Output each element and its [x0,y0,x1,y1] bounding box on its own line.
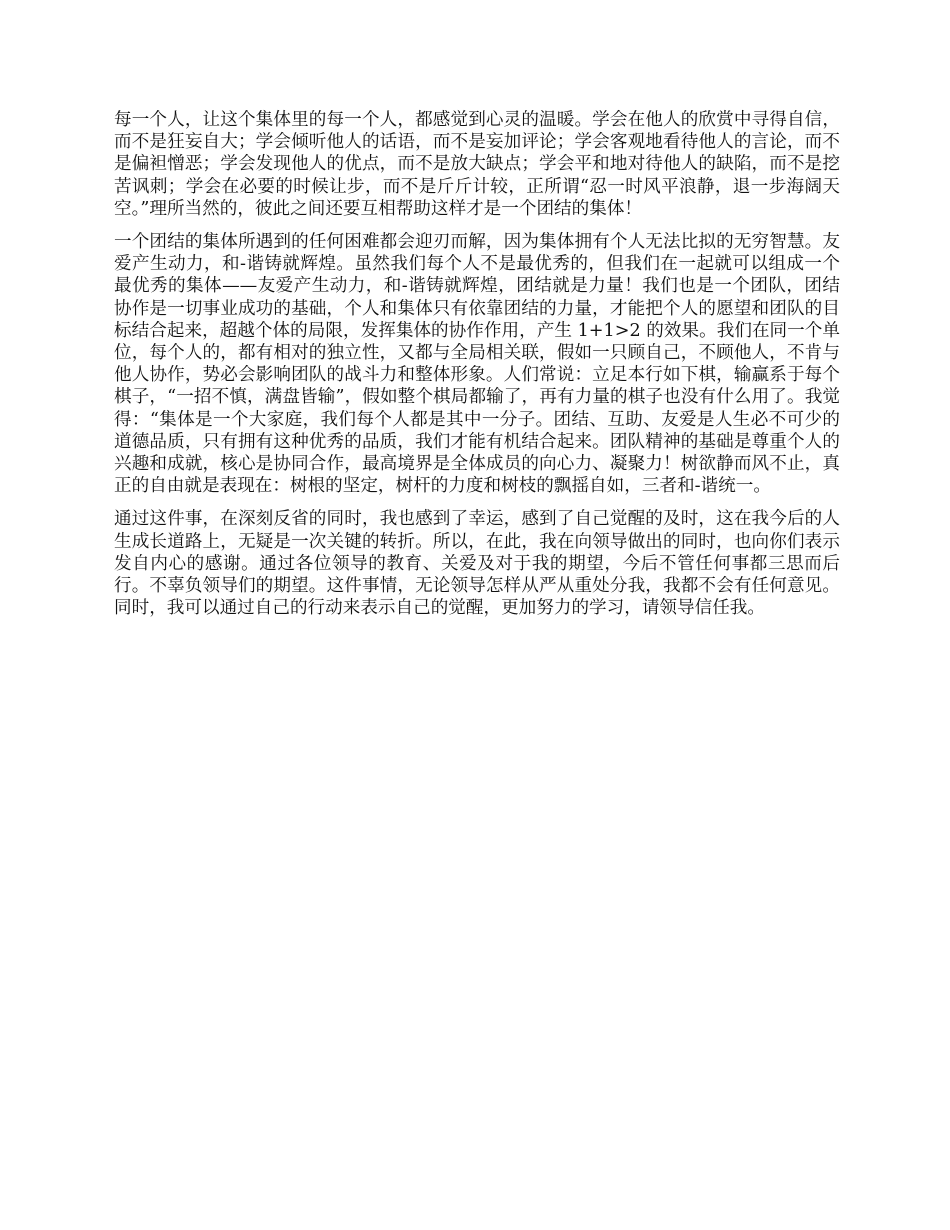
paragraph-1: 每一个人，让这个集体里的每一个人，都感觉到心灵的温暖。学会在他人的欣赏中寻得自信，而不是狂妄自大；学会倾听他人的话语，而不是妄加评论；学会客观地看待他人的言论，而不是偏袒憎恶；学会发现他人的优点，而不是放大缺点；学会平和地对待他人的缺陷，而不是挖苦讽刺；学会在必要的时候让步，而不是斤斤计较，正所谓“忍一时风平浪静，退一步海阔天空。”理所当然的，彼此之间还要互相帮助这样才是一个团结的集体！ [114,110,840,219]
paragraph-3: 通过这件事，在深刻反省的同时，我也感到了幸运，感到了自己觉醒的及时，这在我今后的人生成长道路上，无疑是一次关键的转折。所以，在此，我在向领导做出的同时，也向你们表示发自内心的感谢。通过各位领导的教育、关爱及对于我的期望，今后不管任何事都三思而后行。不辜负领导们的期望。这件事情，无论领导怎样从严从重处分我，我都不会有任何意见。同时，我可以通过自己的行动来表示自己的觉醒，更加努力的学习，请领导信任我。 [114,509,840,619]
paragraph-2: 一个团结的集体所遇到的任何困难都会迎刃而解，因为集体拥有个人无法比拟的无穷智慧。友爱产生动力，和-谐铸就辉煌。虽然我们每个人不是最优秀的，但我们在一起就可以组成一个最优秀的集体——友爱产生动力，和-谐铸就辉煌，团结就是力量！我们也是一个团队，团结协作是一切事业成功的基础，个人和集体只有依靠团结的力量，才能把个人的愿望和团队的目标结合起来，超越个体的局限，发挥集体的协作作用，产生 1+1>2 的效果。我们在同一个单位，每个人的，都有相对的独立性，又都与全局相关联，假如一只顾自己，不顾他人，不肯与他人协作，势必会影响团队的战斗力和整体形象。人们常说：立足本行如下棋，输赢系于每个棋子，“一招不慎，满盘皆输”，假如整个棋局都输了，再有力量的棋子也没有什么用了。我觉得：“集体是一个大家庭，我们每个人都是其中一分子。团结、互助、友爱是人生必不可少的道德品质，只有拥有这种优秀的品质，我们才能有机结合起来。团队精神的基础是尊重个人的兴趣和成就，核心是协同合作，最高境界是全体成员的向心力、凝聚力！树欲静而风不止，真正的自由就是表现在：树根的坚定，树杆的力度和树枝的飘摇自如，三者和-谐统一。 [114,232,840,497]
document-body [114,109,840,630]
